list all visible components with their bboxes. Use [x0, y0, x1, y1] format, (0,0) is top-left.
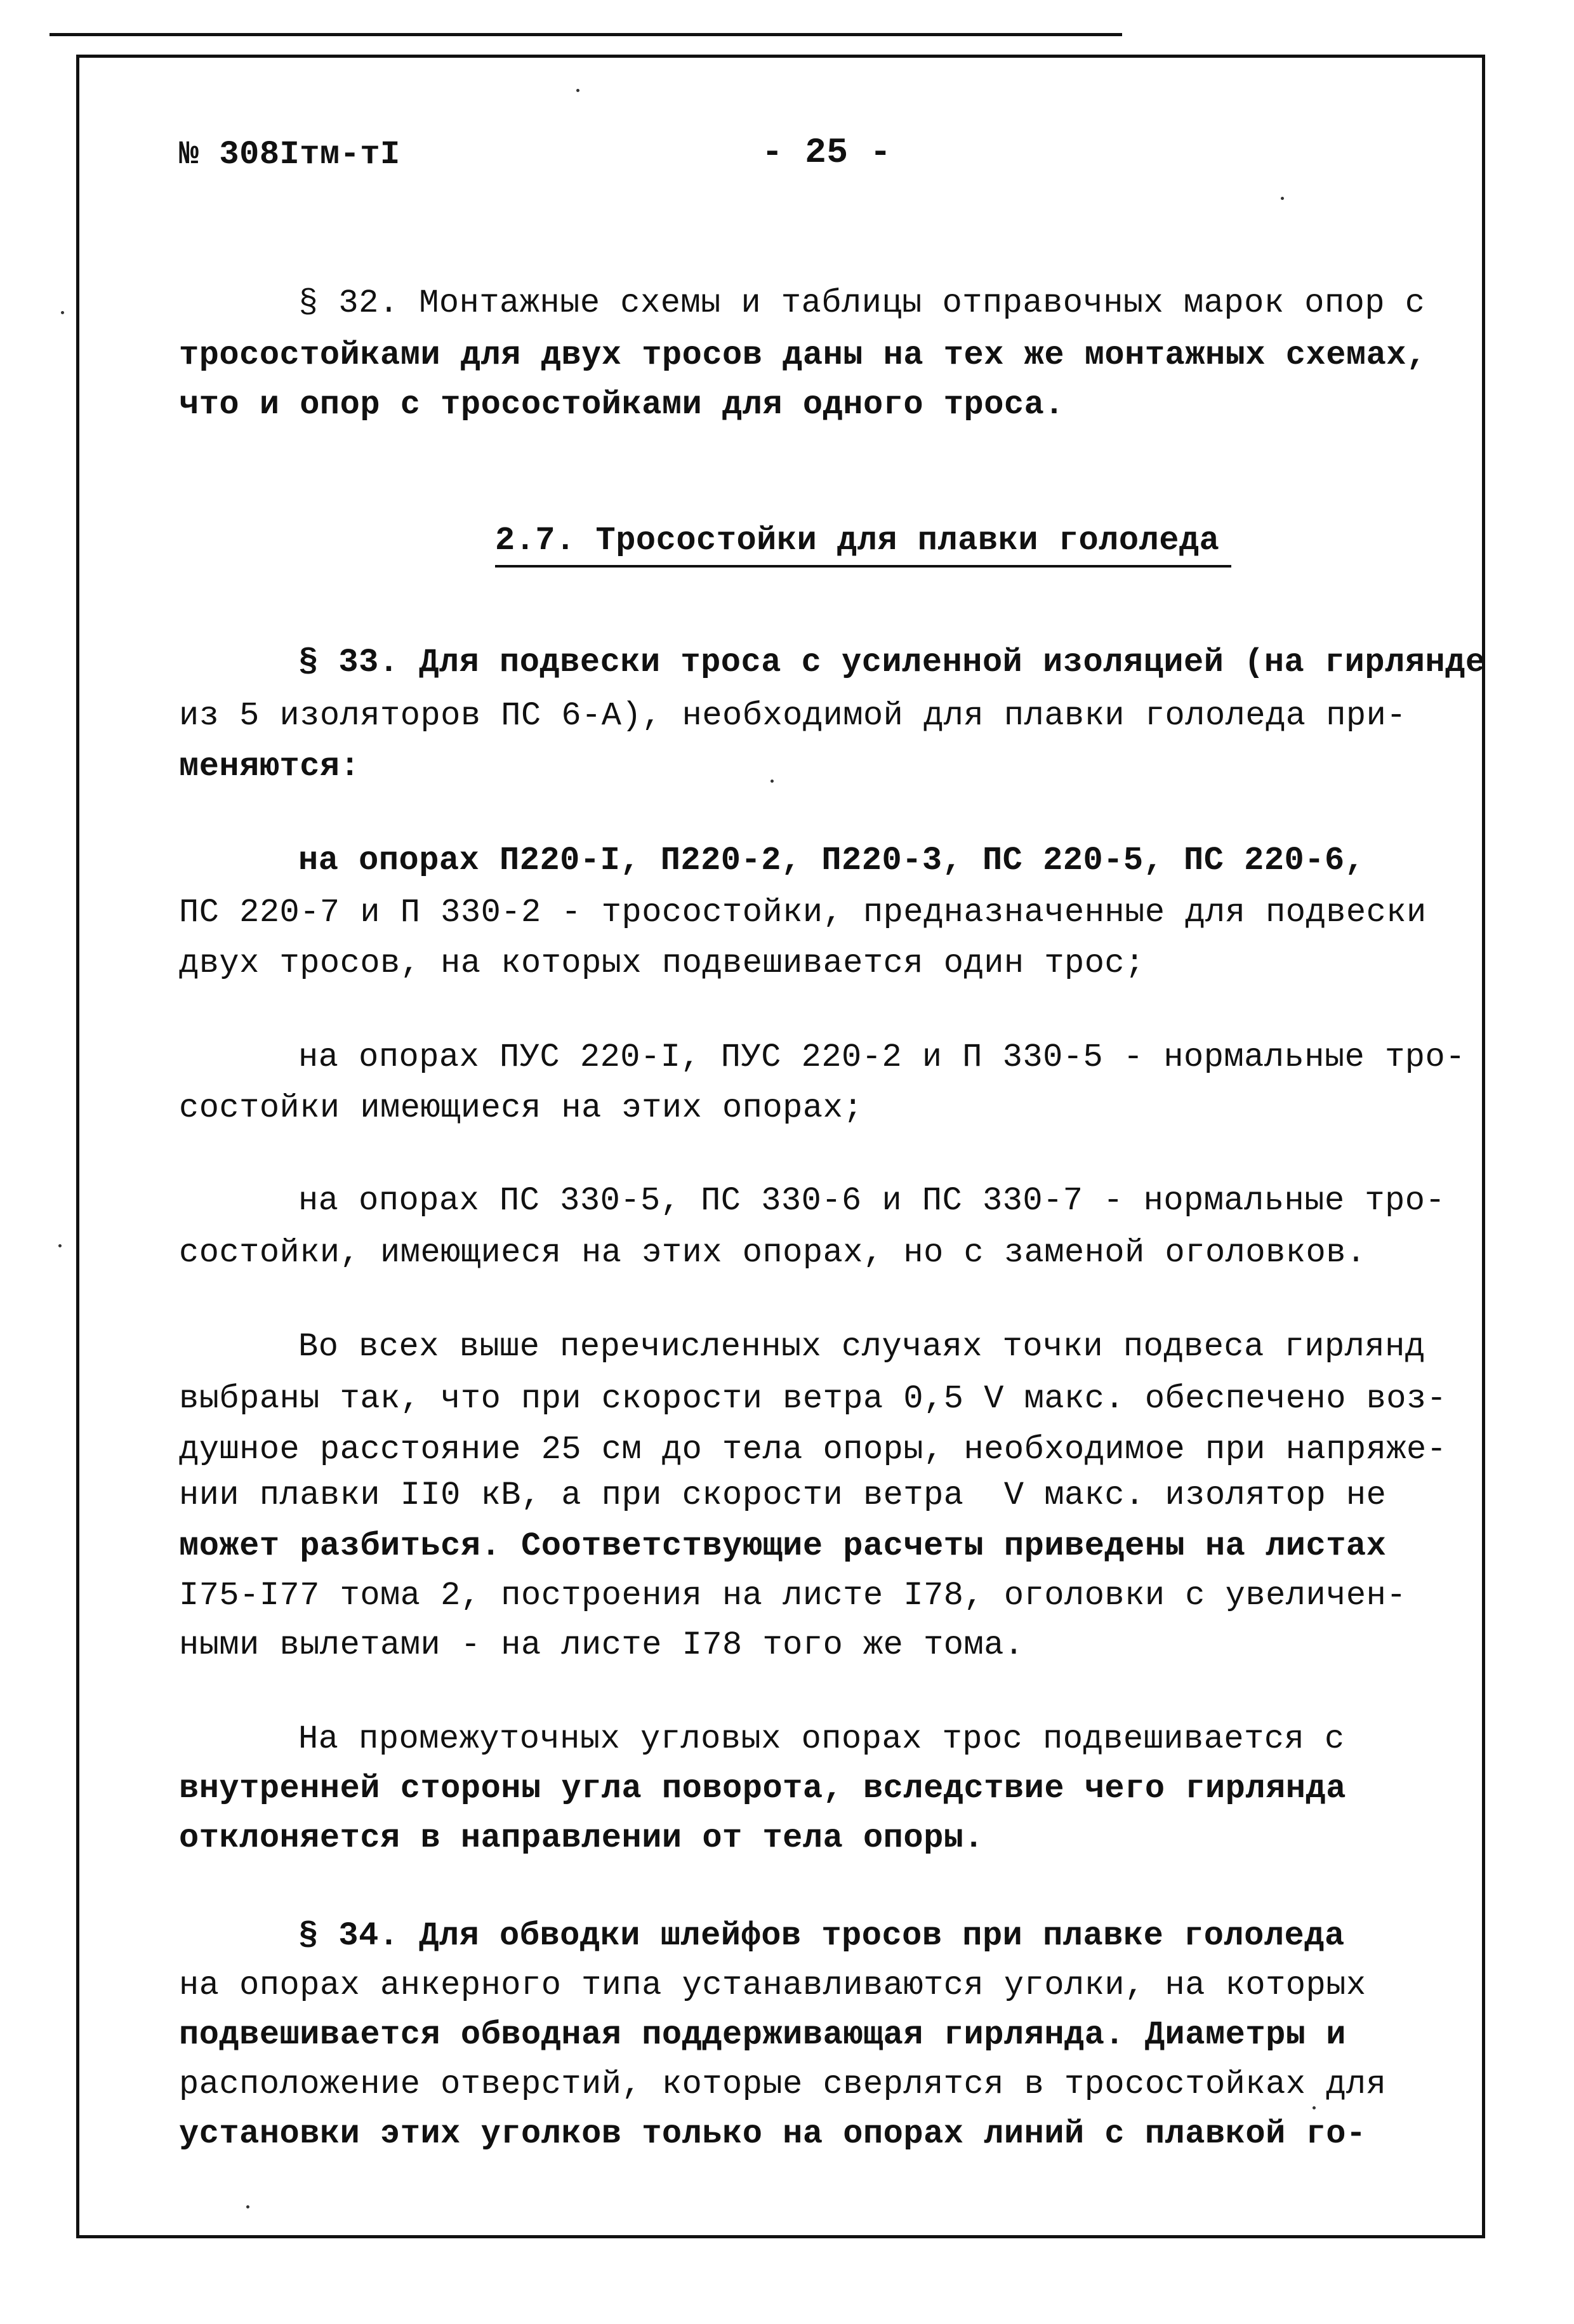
para33-line-1: § 33. Для подвески троса с усиленной изоляцией (на гирлянде [298, 644, 1486, 681]
para34-line-5: установки этих уголков только на опорах линий с плавкой го- [179, 2115, 1366, 2153]
scan-speck [1313, 2106, 1316, 2109]
scan-speck [61, 311, 64, 314]
item1-line-1: на опорах П220-І, П220-2, П220-3, ПС 220-5, ПС 220-6, [298, 842, 1365, 879]
item1-line-2: ПС 220-7 и П 330-2 - тросостойки, предназначенные для подвески [179, 894, 1427, 931]
page-number: - 25 - [762, 132, 892, 173]
cases-line-5: может разбиться. Соответствующие расчеты приведены на листах [179, 1527, 1387, 1565]
para34-line-2: на опорах анкерного типа устанавливаются уголки, на которых [179, 1967, 1366, 2004]
para32-line-3: что и опор с тросостойками для одного троса. [179, 386, 1065, 423]
para34-line-4: расположение отверстий, которые сверлятся в тросостойках для [179, 2066, 1387, 2103]
cases-line-7: ными вылетами - на листе І78 того же тома. [179, 1626, 1024, 1664]
angle-line-2: внутренней стороны угла поворота, вследствие чего гирлянда [179, 1770, 1346, 1807]
scan-speck [576, 89, 579, 92]
item1-line-3: двух тросов, на которых подвешивается один трос; [179, 945, 1145, 982]
top-rule [50, 33, 1122, 36]
document-number: № 308Ітм-тІ [179, 136, 400, 173]
item3-line-2: состойки, имеющиеся на этих опорах, но с заменой оголовков. [179, 1234, 1366, 1272]
para34-line-1: § 34. Для обводки шлейфов тросов при плавке гололеда [298, 1917, 1345, 1955]
cases-line-1: Во всех выше перечисленных случаях точки подвеса гирлянд [298, 1328, 1425, 1365]
para33-line-2: из 5 изоляторов ПС 6-А), необходимой для плавки гололеда при- [179, 697, 1407, 734]
para34-line-3: подвешивается обводная поддерживающая гирлянда. Диаметры и [179, 2016, 1346, 2054]
item2-line-2: состойки имеющиеся на этих опорах; [179, 1089, 863, 1127]
angle-line-1: На промежуточных угловых опорах трос подвешивается с [298, 1720, 1345, 1758]
cases-line-4: нии плавки ІІ0 кВ, а при скорости ветра V макс. изолятор не [179, 1477, 1387, 1514]
scan-speck [770, 780, 774, 783]
angle-line-3: отклоняется в направлении от тела опоры. [179, 1819, 984, 1857]
scan-speck [1281, 197, 1284, 200]
section-heading: 2.7. Тросостойки для плавки гололеда [495, 522, 1220, 559]
scan-speck [246, 2205, 249, 2208]
cases-line-3: душное расстояние 25 см до тела опоры, необходимое при напряже- [179, 1431, 1447, 1468]
cases-line-6: І75-І77 тома 2, построения на листе І78, оголовки с увеличен- [179, 1577, 1407, 1614]
item3-line-1: на опорах ПС 330-5, ПС 330-6 и ПС 330-7 - нормальные тро- [298, 1182, 1446, 1219]
cases-line-2: выбраны так, что при скорости ветра 0,5 V макс. обеспечено воз- [179, 1380, 1447, 1418]
para33-line-3: меняются: [179, 748, 360, 785]
section-heading-underline [495, 565, 1231, 568]
scan-speck [58, 1244, 62, 1247]
page-frame [76, 55, 1485, 2238]
item2-line-1: на опорах ПУС 220-І, ПУС 220-2 и П 330-5 - нормальные тро- [298, 1039, 1465, 1076]
para32-line-2: тросостойками для двух тросов даны на тех же монтажных схемах, [179, 336, 1427, 374]
para32-line-1: § 32. Монтажные схемы и таблицы отправочных марок опор с [298, 284, 1425, 322]
